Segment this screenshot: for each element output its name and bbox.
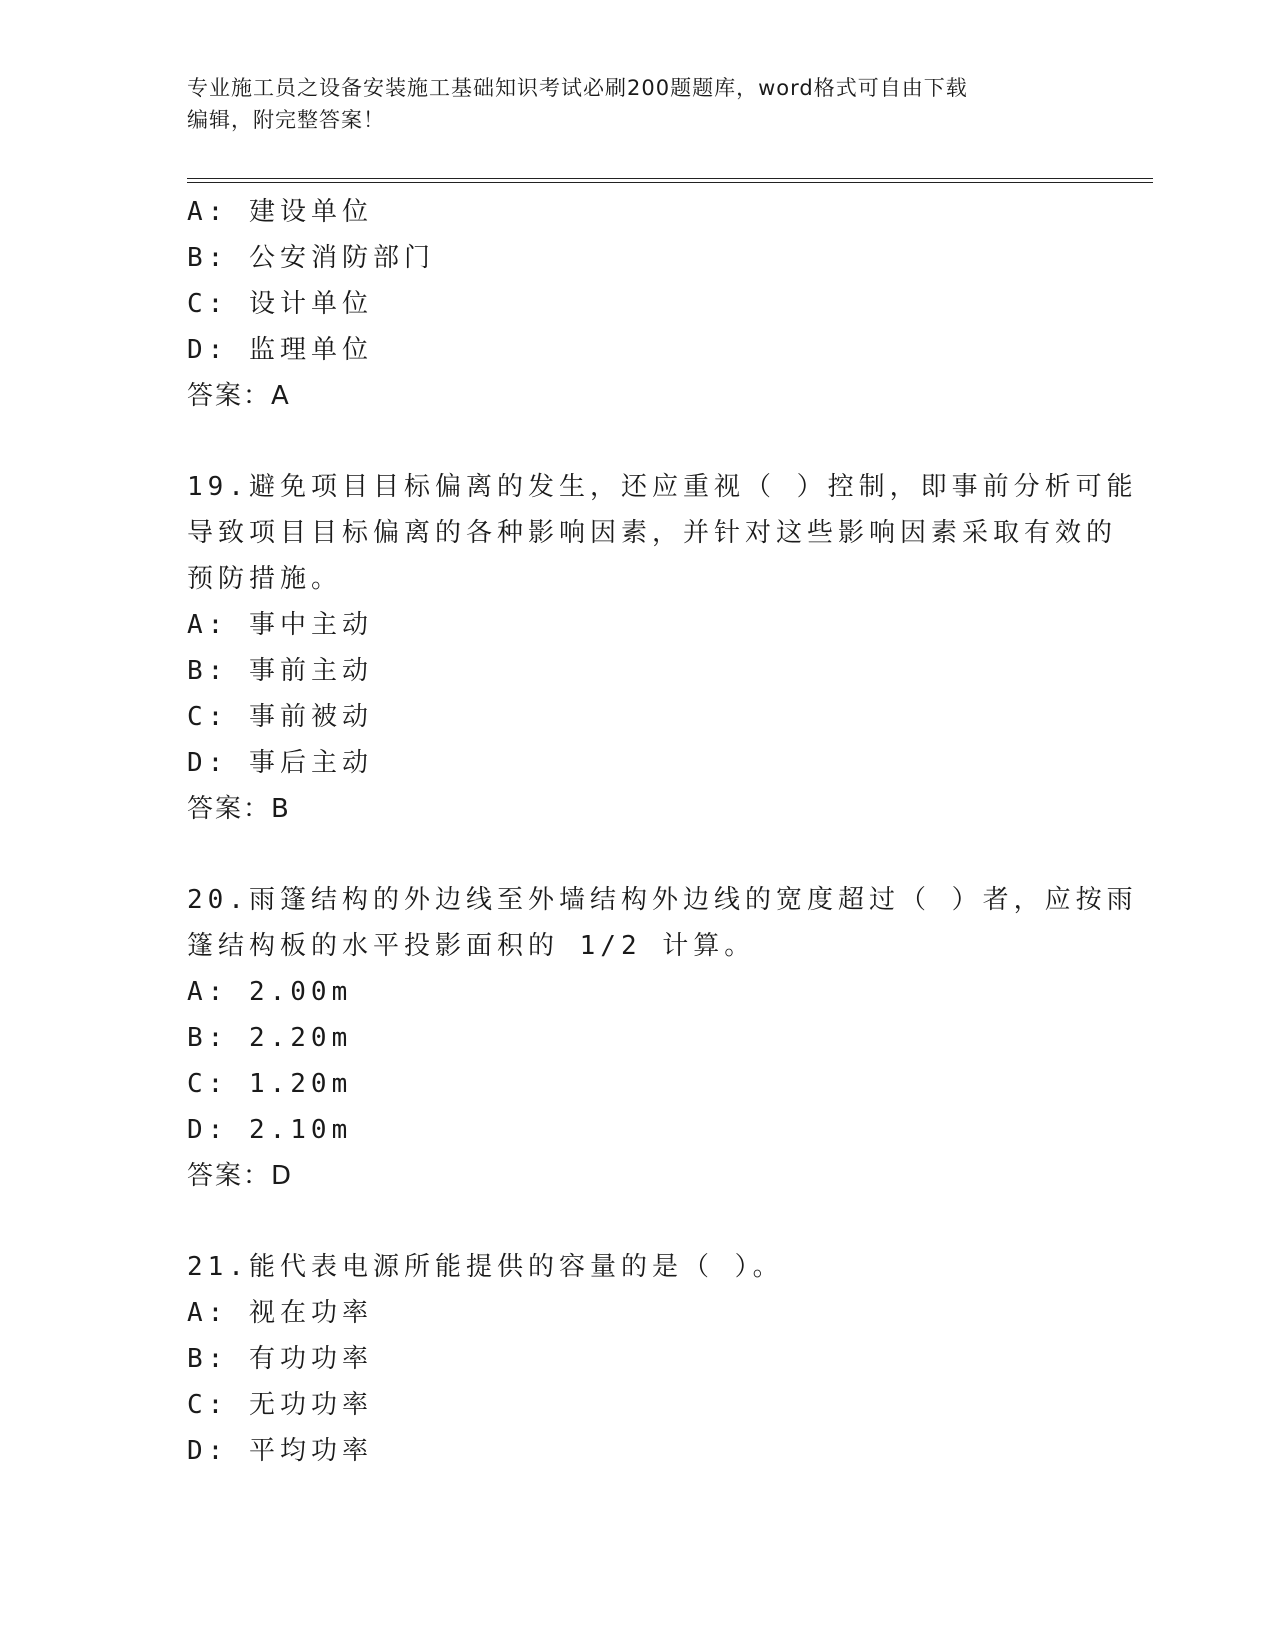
option-a: A: 建设单位 — [187, 197, 373, 227]
option-b: B: 事前主动 — [187, 656, 373, 686]
option-d: D: 监理单位 — [187, 335, 373, 365]
question-20 — [187, 877, 1138, 1199]
question-spacer — [187, 1199, 1067, 1244]
question-text-line: 预防措施。 — [187, 564, 343, 594]
option-d: D: 平均功率 — [187, 1436, 373, 1466]
option-d: D: 2.10m — [187, 1115, 353, 1145]
question-spacer — [187, 832, 1067, 877]
question-21 — [187, 1244, 1067, 1474]
question-text — [187, 1244, 1067, 1290]
option-c: C: 设计单位 — [187, 289, 373, 319]
header-divider-top — [187, 178, 1153, 179]
header-line-2: 编辑，附完整答案！ — [187, 108, 385, 132]
option-c: C: 无功功率 — [187, 1390, 373, 1420]
question-19 — [187, 464, 1138, 832]
option-a: A: 事中主动 — [187, 610, 373, 640]
question-text-line: 篷结构板的水平投影面积的 1/2 计算。 — [187, 931, 756, 961]
option-a: A: 2.00m — [187, 977, 353, 1007]
option-b: B: 2.20m — [187, 1023, 353, 1053]
question-text-line: 21.能代表电源所能提供的容量的是（ ）。 — [187, 1252, 784, 1282]
answer-line: 答案：B — [187, 794, 291, 824]
document-header — [187, 72, 1087, 136]
answer-line: 答案：D — [187, 1161, 294, 1191]
question-text-line: 20.雨篷结构的外边线至外墙结构外边线的宽度超过（ ）者，应按雨 — [187, 885, 1138, 915]
question-text-line: 19.避免项目目标偏离的发生，还应重视（ ）控制，即事前分析可能 — [187, 472, 1138, 502]
question-text-line: 导致项目目标偏离的各种影响因素，并针对这些影响因素采取有效的 — [187, 518, 1118, 548]
option-d: D: 事后主动 — [187, 748, 373, 778]
question-text — [187, 464, 1138, 602]
option-c: C: 1.20m — [187, 1069, 353, 1099]
question-18 — [187, 189, 1067, 419]
header-line-1: 专业施工员之设备安装施工基础知识考试必刷200题题库，word格式可自由下载 — [187, 76, 968, 100]
question-spacer — [187, 419, 1067, 464]
option-a: A: 视在功率 — [187, 1298, 373, 1328]
option-b: B: 公安消防部门 — [187, 243, 435, 273]
option-b: B: 有功功率 — [187, 1344, 373, 1374]
option-c: C: 事前被动 — [187, 702, 373, 732]
header-divider-bottom — [187, 182, 1153, 183]
question-text — [187, 877, 1138, 969]
questions-content — [187, 189, 1138, 1474]
answer-line: 答案：A — [187, 381, 291, 411]
